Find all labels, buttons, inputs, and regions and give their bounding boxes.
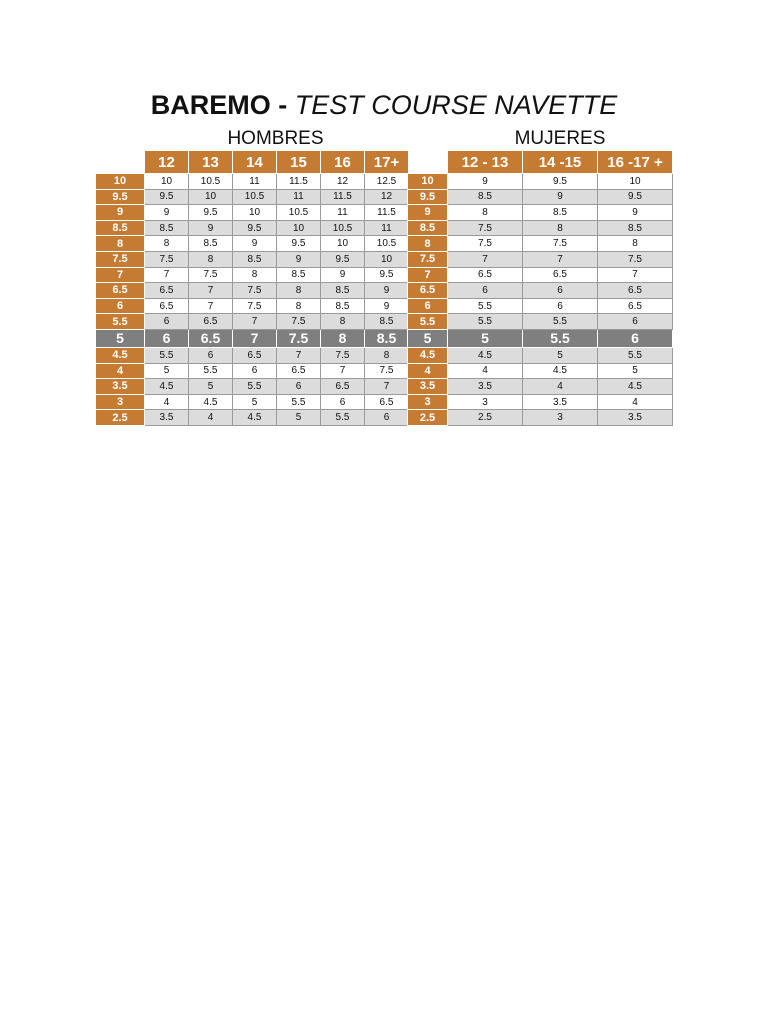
value-cell: 4	[598, 394, 673, 410]
value-cell: 6.5	[598, 283, 673, 299]
grade-cell: 6.5	[96, 283, 145, 299]
grade-cell: 5	[96, 329, 145, 347]
table-row	[96, 329, 409, 347]
value-cell: 8.5	[448, 189, 523, 205]
value-cell: 8.5	[523, 205, 598, 221]
value-cell: 8	[448, 205, 523, 221]
value-cell: 10	[277, 220, 321, 236]
value-cell: 6	[598, 329, 673, 347]
value-cell: 7	[448, 251, 523, 267]
grade-cell: 6	[408, 298, 448, 314]
mujeres-table	[407, 150, 673, 426]
value-cell: 4.5	[233, 410, 277, 426]
value-cell: 2.5	[448, 410, 523, 426]
grade-cell: 5	[408, 329, 448, 347]
value-cell: 7	[277, 347, 321, 363]
value-cell: 6.5	[523, 267, 598, 283]
value-cell: 5.5	[321, 410, 365, 426]
hombres-label: HOMBRES	[227, 128, 324, 149]
table-row	[96, 379, 409, 395]
table-row	[408, 394, 673, 410]
value-cell: 5	[145, 363, 189, 379]
age-header-cell: 12 - 13	[448, 151, 523, 174]
value-cell: 8	[321, 329, 365, 347]
value-cell: 7	[233, 329, 277, 347]
value-cell: 10.5	[321, 220, 365, 236]
value-cell: 8.5	[598, 220, 673, 236]
value-cell: 9.5	[523, 174, 598, 190]
value-cell: 5.5	[598, 347, 673, 363]
value-cell: 9.5	[598, 189, 673, 205]
value-cell: 9	[598, 205, 673, 221]
value-cell: 3	[523, 410, 598, 426]
value-cell: 8	[277, 283, 321, 299]
grade-cell: 5.5	[96, 314, 145, 330]
table-row	[96, 189, 409, 205]
value-cell: 9	[321, 267, 365, 283]
value-cell: 10	[365, 251, 409, 267]
value-cell: 6	[145, 314, 189, 330]
value-cell: 4	[189, 410, 233, 426]
title-bold-part: BAREMO -	[150, 90, 295, 120]
header-blank-cell	[408, 151, 448, 174]
table-row	[96, 174, 409, 190]
value-cell: 4.5	[523, 363, 598, 379]
value-cell: 5.5	[448, 298, 523, 314]
grade-cell: 4	[408, 363, 448, 379]
value-cell: 3.5	[145, 410, 189, 426]
value-cell: 6	[277, 379, 321, 395]
value-cell: 4.5	[598, 379, 673, 395]
age-header-cell: 15	[277, 151, 321, 174]
value-cell: 8.5	[365, 314, 409, 330]
grade-cell: 9.5	[96, 189, 145, 205]
table-row	[408, 314, 673, 330]
value-cell: 5.5	[523, 329, 598, 347]
value-cell: 6	[523, 283, 598, 299]
value-cell: 10.5	[233, 189, 277, 205]
value-cell: 5	[233, 394, 277, 410]
title-italic-part: TEST COURSE NAVETTE	[294, 90, 618, 120]
table-row	[408, 267, 673, 283]
value-cell: 7	[233, 314, 277, 330]
value-cell: 4	[145, 394, 189, 410]
age-header-cell: 16	[321, 151, 365, 174]
value-cell: 6	[448, 283, 523, 299]
table-row	[408, 251, 673, 267]
value-cell: 5	[277, 410, 321, 426]
value-cell: 11	[233, 174, 277, 190]
value-cell: 8	[598, 236, 673, 252]
grade-cell: 4.5	[96, 347, 145, 363]
value-cell: 8	[277, 298, 321, 314]
value-cell: 5.5	[189, 363, 233, 379]
grade-cell: 4	[96, 363, 145, 379]
grade-cell: 3	[96, 394, 145, 410]
value-cell: 6	[598, 314, 673, 330]
value-cell: 7.5	[145, 251, 189, 267]
value-cell: 10	[321, 236, 365, 252]
value-cell: 8	[321, 314, 365, 330]
grade-cell: 9	[96, 205, 145, 221]
value-cell: 7.5	[233, 283, 277, 299]
header-blank-cell	[96, 151, 145, 174]
table-row	[96, 220, 409, 236]
grade-cell: 8	[96, 236, 145, 252]
value-cell: 6	[523, 298, 598, 314]
value-cell: 5	[598, 363, 673, 379]
value-cell: 7.5	[233, 298, 277, 314]
value-cell: 12	[365, 189, 409, 205]
table-row	[408, 174, 673, 190]
value-cell: 8	[233, 267, 277, 283]
value-cell: 11.5	[277, 174, 321, 190]
grade-cell: 3.5	[408, 379, 448, 395]
value-cell: 8.5	[321, 283, 365, 299]
value-cell: 8	[145, 236, 189, 252]
value-cell: 4.5	[189, 394, 233, 410]
value-cell: 10.5	[277, 205, 321, 221]
value-cell: 6	[189, 347, 233, 363]
value-cell: 9	[523, 189, 598, 205]
value-cell: 7.5	[321, 347, 365, 363]
value-cell: 3	[448, 394, 523, 410]
value-cell: 9	[365, 283, 409, 299]
value-cell: 8.5	[233, 251, 277, 267]
value-cell: 5.5	[448, 314, 523, 330]
value-cell: 4.5	[145, 379, 189, 395]
value-cell: 10.5	[189, 174, 233, 190]
grade-cell: 3.5	[96, 379, 145, 395]
value-cell: 7	[189, 298, 233, 314]
value-cell: 3.5	[448, 379, 523, 395]
value-cell: 6.5	[145, 283, 189, 299]
value-cell: 6.5	[365, 394, 409, 410]
value-cell: 7.5	[448, 236, 523, 252]
table-row	[96, 314, 409, 330]
value-cell: 7	[321, 363, 365, 379]
value-cell: 9.5	[277, 236, 321, 252]
value-cell: 6.5	[145, 298, 189, 314]
age-header-cell: 14 -15	[523, 151, 598, 174]
value-cell: 7.5	[277, 314, 321, 330]
value-cell: 9.5	[233, 220, 277, 236]
value-cell: 6.5	[189, 314, 233, 330]
value-cell: 7	[523, 251, 598, 267]
value-cell: 4	[448, 363, 523, 379]
mujeres-label: MUJERES	[514, 128, 606, 149]
value-cell: 11.5	[365, 205, 409, 221]
value-cell: 9.5	[189, 205, 233, 221]
table-row	[96, 363, 409, 379]
value-cell: 8.5	[365, 329, 409, 347]
value-cell: 5.5	[145, 347, 189, 363]
value-cell: 7.5	[598, 251, 673, 267]
value-cell: 11	[321, 205, 365, 221]
grade-cell: 2.5	[408, 410, 448, 426]
value-cell: 7	[365, 379, 409, 395]
grade-cell: 9.5	[408, 189, 448, 205]
age-header-cell: 14	[233, 151, 277, 174]
grade-cell: 10	[408, 174, 448, 190]
value-cell: 12	[321, 174, 365, 190]
table-row	[96, 205, 409, 221]
hombres-header-row	[96, 151, 409, 174]
grade-cell: 9	[408, 205, 448, 221]
age-header-cell: 13	[189, 151, 233, 174]
value-cell: 7	[598, 267, 673, 283]
value-cell: 10	[598, 174, 673, 190]
value-cell: 8.5	[189, 236, 233, 252]
mujeres-header-row	[408, 151, 673, 174]
grade-cell: 8	[408, 236, 448, 252]
grade-cell: 7.5	[408, 251, 448, 267]
table-row	[408, 347, 673, 363]
grade-cell: 4.5	[408, 347, 448, 363]
value-cell: 3.5	[523, 394, 598, 410]
value-cell: 6	[233, 363, 277, 379]
table-row	[96, 394, 409, 410]
grade-cell: 7	[408, 267, 448, 283]
table-row	[96, 267, 409, 283]
value-cell: 5.5	[277, 394, 321, 410]
value-cell: 7	[189, 283, 233, 299]
table-row	[408, 220, 673, 236]
value-cell: 9	[365, 298, 409, 314]
value-cell: 9.5	[365, 267, 409, 283]
value-cell: 8	[523, 220, 598, 236]
age-header-cell: 17+	[365, 151, 409, 174]
value-cell: 9.5	[145, 189, 189, 205]
value-cell: 5.5	[523, 314, 598, 330]
grade-cell: 7.5	[96, 251, 145, 267]
value-cell: 4	[523, 379, 598, 395]
value-cell: 10	[233, 205, 277, 221]
value-cell: 6.5	[321, 379, 365, 395]
value-cell: 12.5	[365, 174, 409, 190]
table-row	[408, 298, 673, 314]
grade-cell: 8.5	[96, 220, 145, 236]
value-cell: 7	[145, 267, 189, 283]
value-cell: 6	[365, 410, 409, 426]
value-cell: 5	[523, 347, 598, 363]
value-cell: 10	[145, 174, 189, 190]
value-cell: 8	[365, 347, 409, 363]
table-row	[408, 205, 673, 221]
page-title	[0, 88, 768, 122]
value-cell: 10	[189, 189, 233, 205]
table-row	[96, 298, 409, 314]
grade-cell: 7	[96, 267, 145, 283]
value-cell: 6.5	[598, 298, 673, 314]
age-header-cell: 16 -17 +	[598, 151, 673, 174]
table-row	[408, 363, 673, 379]
value-cell: 8.5	[277, 267, 321, 283]
value-cell: 7.5	[189, 267, 233, 283]
value-cell: 9	[145, 205, 189, 221]
grade-cell: 6.5	[408, 283, 448, 299]
table-row	[96, 251, 409, 267]
value-cell: 7.5	[365, 363, 409, 379]
value-cell: 6.5	[189, 329, 233, 347]
value-cell: 3.5	[598, 410, 673, 426]
value-cell: 7.5	[277, 329, 321, 347]
table-row	[96, 347, 409, 363]
value-cell: 5	[448, 329, 523, 347]
value-cell: 5	[189, 379, 233, 395]
hombres-table-panel	[95, 150, 409, 426]
grade-cell: 8.5	[408, 220, 448, 236]
value-cell: 8.5	[321, 298, 365, 314]
table-row	[408, 410, 673, 426]
table-row	[408, 329, 673, 347]
grade-cell: 2.5	[96, 410, 145, 426]
value-cell: 7.5	[523, 236, 598, 252]
value-cell: 5.5	[233, 379, 277, 395]
grade-cell: 5.5	[408, 314, 448, 330]
value-cell: 9.5	[321, 251, 365, 267]
value-cell: 8	[189, 251, 233, 267]
age-header-cell: 12	[145, 151, 189, 174]
value-cell: 8.5	[145, 220, 189, 236]
hombres-table	[95, 150, 409, 426]
value-cell: 9	[448, 174, 523, 190]
value-cell: 9	[277, 251, 321, 267]
table-row	[408, 283, 673, 299]
table-row	[96, 236, 409, 252]
value-cell: 11.5	[321, 189, 365, 205]
table-row	[96, 283, 409, 299]
value-cell: 4.5	[448, 347, 523, 363]
value-cell: 6.5	[233, 347, 277, 363]
table-row	[408, 236, 673, 252]
mujeres-table-panel	[407, 150, 673, 426]
value-cell: 11	[277, 189, 321, 205]
value-cell: 6	[145, 329, 189, 347]
table-row	[408, 379, 673, 395]
value-cell: 6.5	[448, 267, 523, 283]
value-cell: 9	[189, 220, 233, 236]
table-row	[96, 410, 409, 426]
value-cell: 6.5	[277, 363, 321, 379]
table-row	[408, 189, 673, 205]
grade-cell: 6	[96, 298, 145, 314]
value-cell: 11	[365, 220, 409, 236]
value-cell: 9	[233, 236, 277, 252]
grade-cell: 3	[408, 394, 448, 410]
grade-cell: 10	[96, 174, 145, 190]
value-cell: 10.5	[365, 236, 409, 252]
value-cell: 7.5	[448, 220, 523, 236]
value-cell: 6	[321, 394, 365, 410]
